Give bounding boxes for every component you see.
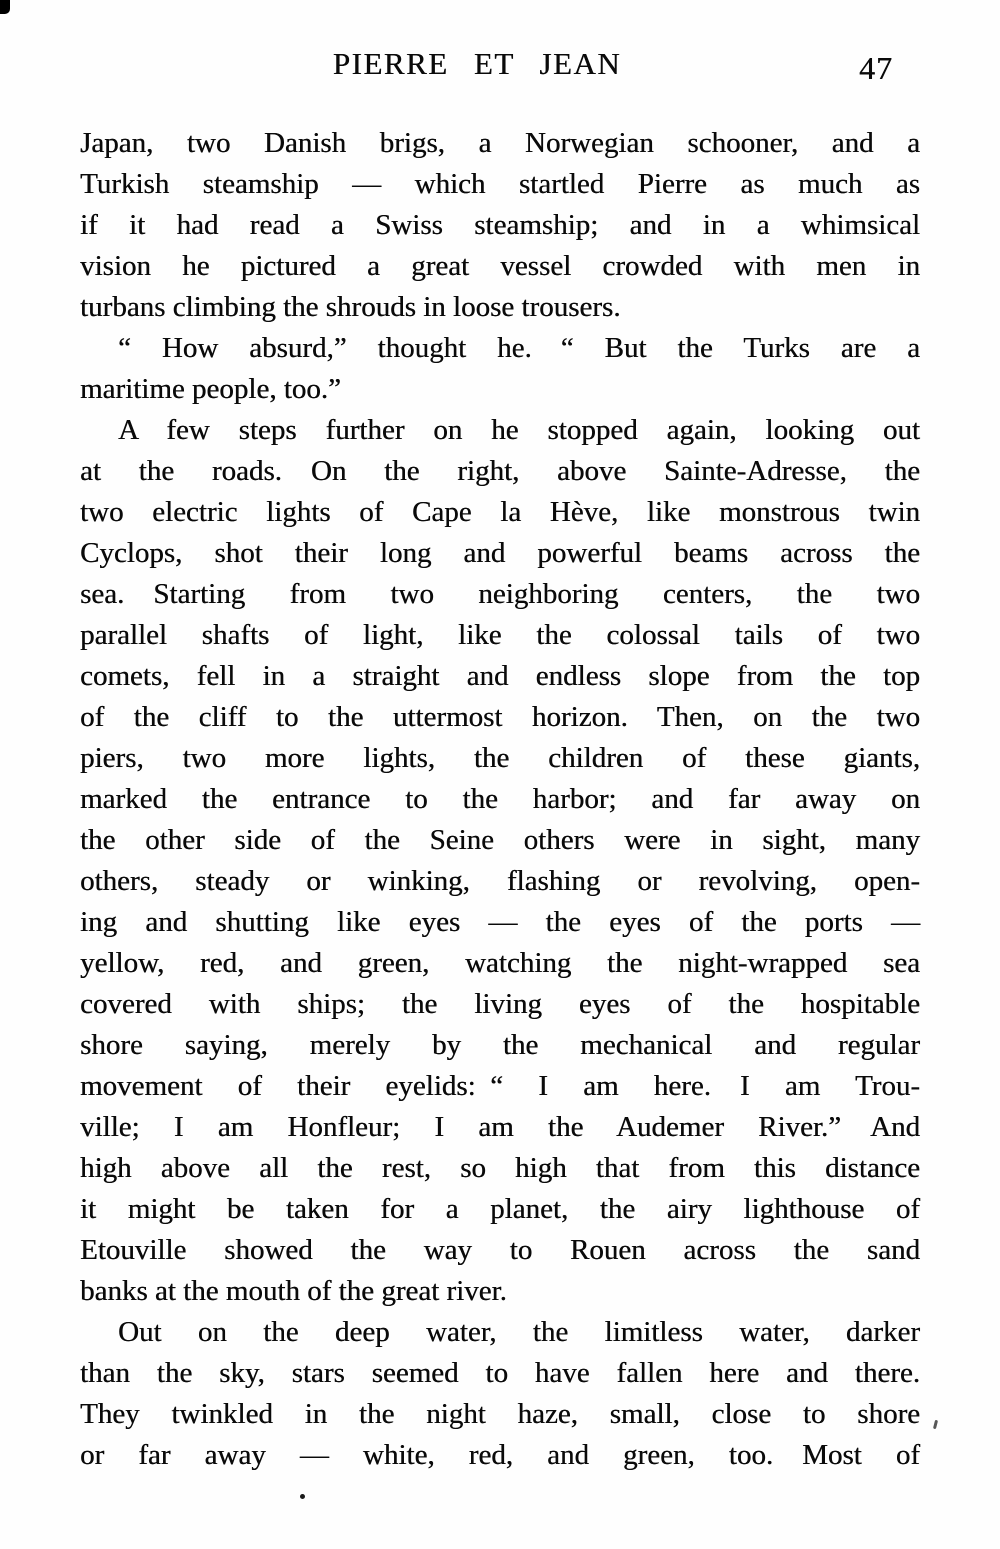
ink-dot-artifact	[300, 1494, 305, 1499]
text-line: “ How absurd,” thought he. “ But the Turks are a	[118, 332, 920, 364]
text-line: movement of their eyelids: “ I am here. I am Trou-	[80, 1070, 920, 1102]
scan-corner-mark	[0, 0, 10, 14]
ink-speck-artifact	[933, 1420, 938, 1429]
paragraph	[80, 1312, 920, 1476]
text-line: at the roads. On the right, above Sainte-Adresse, the	[80, 455, 920, 487]
text-line: the other side of the Seine others were in sight, many	[80, 824, 920, 856]
text-line: yellow, red, and green, watching the night-wrapped sea	[80, 947, 920, 979]
text-line: Out on the deep water, the limitless water, darker	[118, 1316, 920, 1348]
text-line: it might be taken for a planet, the airy lighthouse of	[80, 1193, 920, 1225]
page-body	[80, 123, 920, 1476]
text-line: than the sky, stars seemed to have fallen here and there.	[80, 1357, 920, 1389]
text-line: They twinkled in the night haze, small, close to shore	[80, 1398, 920, 1430]
text-line: Cyclops, shot their long and powerful beams across the	[80, 537, 920, 569]
text-line: banks at the mouth of the great river.	[80, 1275, 507, 1307]
text-line: comets, fell in a straight and endless slope from the top	[80, 660, 920, 692]
text-line: ville; I am Honfleur; I am the Audemer River.” And	[80, 1111, 920, 1143]
text-line: covered with ships; the living eyes of the hospitable	[80, 988, 920, 1020]
text-line: A few steps further on he stopped again, looking out	[118, 414, 920, 446]
text-line: parallel shafts of light, like the colossal tails of two	[80, 619, 920, 651]
text-line: Japan, two Danish brigs, a Norwegian schooner, and a	[80, 127, 920, 159]
text-line: others, steady or winking, flashing or revolving, open-	[80, 865, 920, 897]
text-line: Turkish steamship — which startled Pierre as much as	[80, 168, 920, 200]
text-line: piers, two more lights, the children of these giants,	[80, 742, 920, 774]
text-line: ing and shutting like eyes — the eyes of the ports —	[80, 906, 920, 938]
text-line: sea. Starting from two neighboring centers, the two	[80, 578, 920, 610]
text-line: vision he pictured a great vessel crowded with men in	[80, 250, 920, 282]
text-line: two electric lights of Cape la Hève, like monstrous twin	[80, 496, 920, 528]
book-title: PIERRE ET JEAN	[332, 46, 622, 81]
paragraph	[80, 123, 920, 328]
text-line: of the cliff to the uttermost horizon. Then, on the two	[80, 701, 920, 733]
paragraph	[80, 410, 920, 1312]
text-line: maritime people, too.”	[80, 373, 341, 405]
running-header	[0, 44, 1000, 86]
text-line: shore saying, merely by the mechanical and regular	[80, 1029, 920, 1061]
text-line: or far away — white, red, and green, too. Most of	[80, 1439, 920, 1471]
paragraph	[80, 328, 920, 410]
page-number: 47	[859, 50, 893, 86]
text-line: turbans climbing the shrouds in loose trousers.	[80, 291, 621, 323]
text-line: if it had read a Swiss steamship; and in a whimsical	[80, 209, 920, 241]
text-line: marked the entrance to the harbor; and far away on	[80, 783, 920, 815]
text-line: Etouville showed the way to Rouen across the sand	[80, 1234, 920, 1266]
text-line: high above all the rest, so high that from this distance	[80, 1152, 920, 1184]
